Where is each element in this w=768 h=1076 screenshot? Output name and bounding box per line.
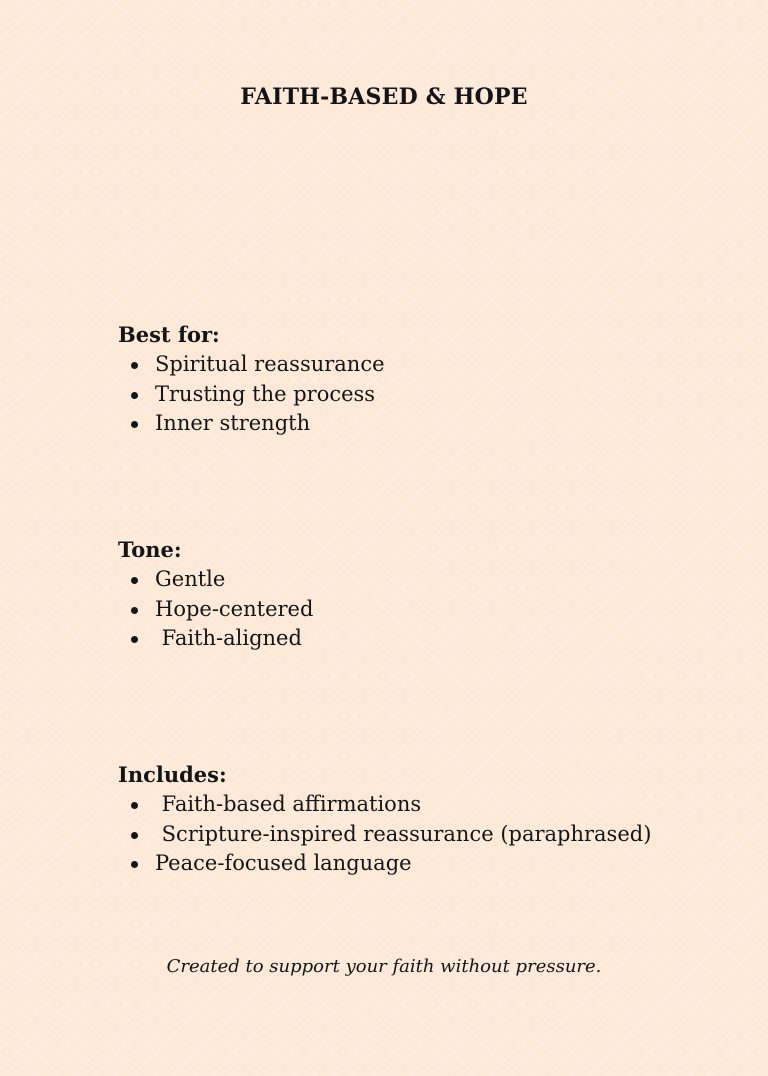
list-item-text: Peace-focused language xyxy=(155,851,412,875)
list-item-text: Hope-centered xyxy=(155,596,314,621)
list-item xyxy=(118,380,738,410)
bullet-icon xyxy=(131,607,138,614)
list-item xyxy=(118,790,738,820)
list-item-text: Faith-aligned xyxy=(155,626,302,650)
bullet-icon xyxy=(131,636,138,643)
list-item xyxy=(118,565,738,595)
list-item-text: Gentle xyxy=(155,567,226,591)
list-item xyxy=(118,820,738,850)
bullet-icon xyxy=(131,832,138,839)
list-item xyxy=(118,350,738,380)
section-heading: Best for: xyxy=(118,322,220,347)
list-item xyxy=(118,595,738,625)
list-item-text: Inner strength xyxy=(155,411,311,435)
section-heading: Tone: xyxy=(118,537,182,562)
list-item xyxy=(118,849,738,879)
bullet-list xyxy=(118,350,738,439)
tone-section xyxy=(118,535,738,654)
best-for-section xyxy=(118,320,738,439)
bullet-icon xyxy=(131,802,138,809)
bullet-icon xyxy=(131,861,138,868)
page-title: FAITH-BASED & HOPE xyxy=(240,84,528,110)
bullet-icon xyxy=(131,577,138,584)
list-item-text: Faith-based affirmations xyxy=(155,792,422,816)
includes-section xyxy=(118,760,738,879)
bullet-icon xyxy=(131,362,138,369)
list-item xyxy=(118,624,738,654)
bullet-list xyxy=(118,790,738,879)
footer-note: Created to support your faith without pressure. xyxy=(166,956,602,977)
list-item-text: Spiritual reassurance xyxy=(155,352,385,376)
section-heading: Includes: xyxy=(118,762,227,787)
bullet-icon xyxy=(131,421,138,428)
list-item-text: Scripture-inspired reassurance (paraphrased) xyxy=(155,821,652,846)
list-item xyxy=(118,409,738,439)
bullet-list xyxy=(118,565,738,654)
list-item-text: Trusting the process xyxy=(155,381,376,406)
bullet-icon xyxy=(131,392,138,399)
